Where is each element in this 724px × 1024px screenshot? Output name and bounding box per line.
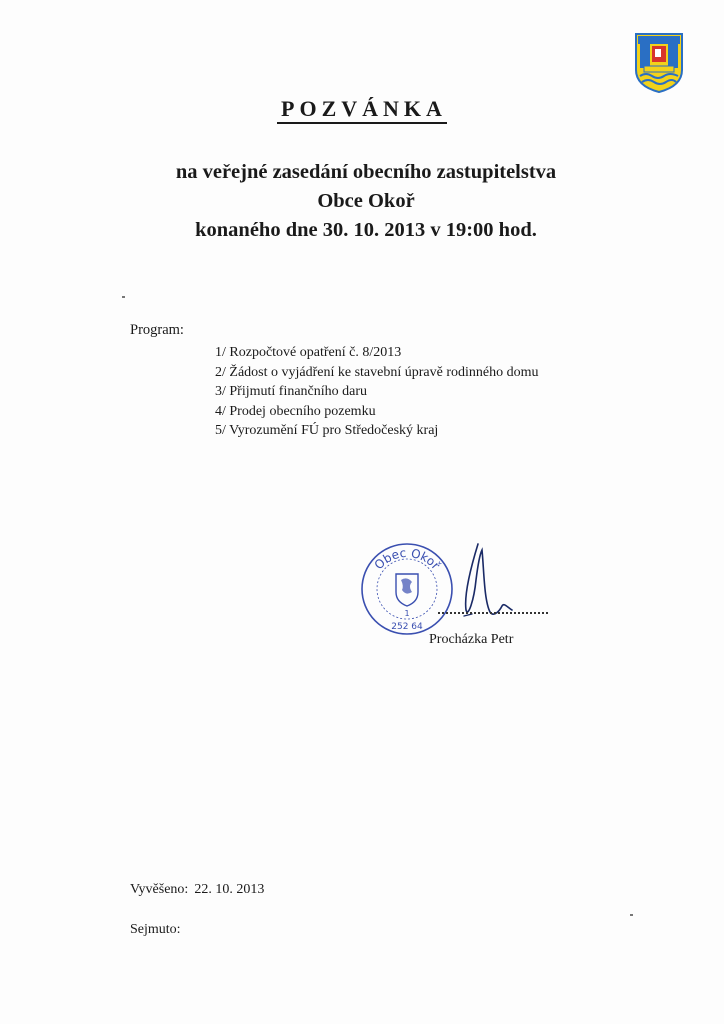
meeting-heading-line-3: konaného dne 30. 10. 2013 v 19:00 hod. (195, 219, 537, 241)
meeting-heading-line-1: na veřejné zasedání obecního zastupitelstva (175, 161, 557, 183)
program-item: 2/ Žádost o vyjádření ke stavební úpravě rodinného domu (215, 364, 539, 380)
handwritten-signature-icon (450, 540, 520, 630)
program-item: 3/ Přijmutí finančního daru (215, 384, 368, 399)
posted-date: 22. 10. 2013 (194, 882, 265, 897)
posted-row (130, 882, 264, 898)
program-item: 4/ Prodej obecního pozemku (215, 403, 376, 419)
program-item: 1/ Rozpočtové opatření č. 8/2013 (215, 345, 402, 360)
coat-of-arms-icon (634, 32, 684, 94)
scan-speck (122, 296, 125, 298)
removed-label: Sejmuto: (130, 922, 181, 937)
svg-text:Obec Okoř (372, 546, 444, 573)
signer-name: Procházka Petr (429, 632, 514, 647)
program-item: 5/ Vyrozumění FÚ pro Středočeský kraj (215, 423, 439, 438)
program-label: Program: (130, 322, 184, 338)
document-title: POZVÁNKA (0, 96, 724, 122)
stamp-postal-code: 252 64 (391, 622, 423, 632)
meeting-heading (0, 158, 724, 245)
signature-line (438, 612, 548, 614)
stamp-text: Obec Okoř (371, 545, 443, 573)
official-stamp-icon (358, 540, 456, 638)
stamp-number: 1 (404, 609, 410, 618)
program-list (215, 343, 538, 441)
posted-label: Vyvěšeno: (130, 882, 189, 897)
scan-speck (630, 914, 633, 916)
meeting-heading-line-2: Obce Okoř (317, 190, 415, 212)
